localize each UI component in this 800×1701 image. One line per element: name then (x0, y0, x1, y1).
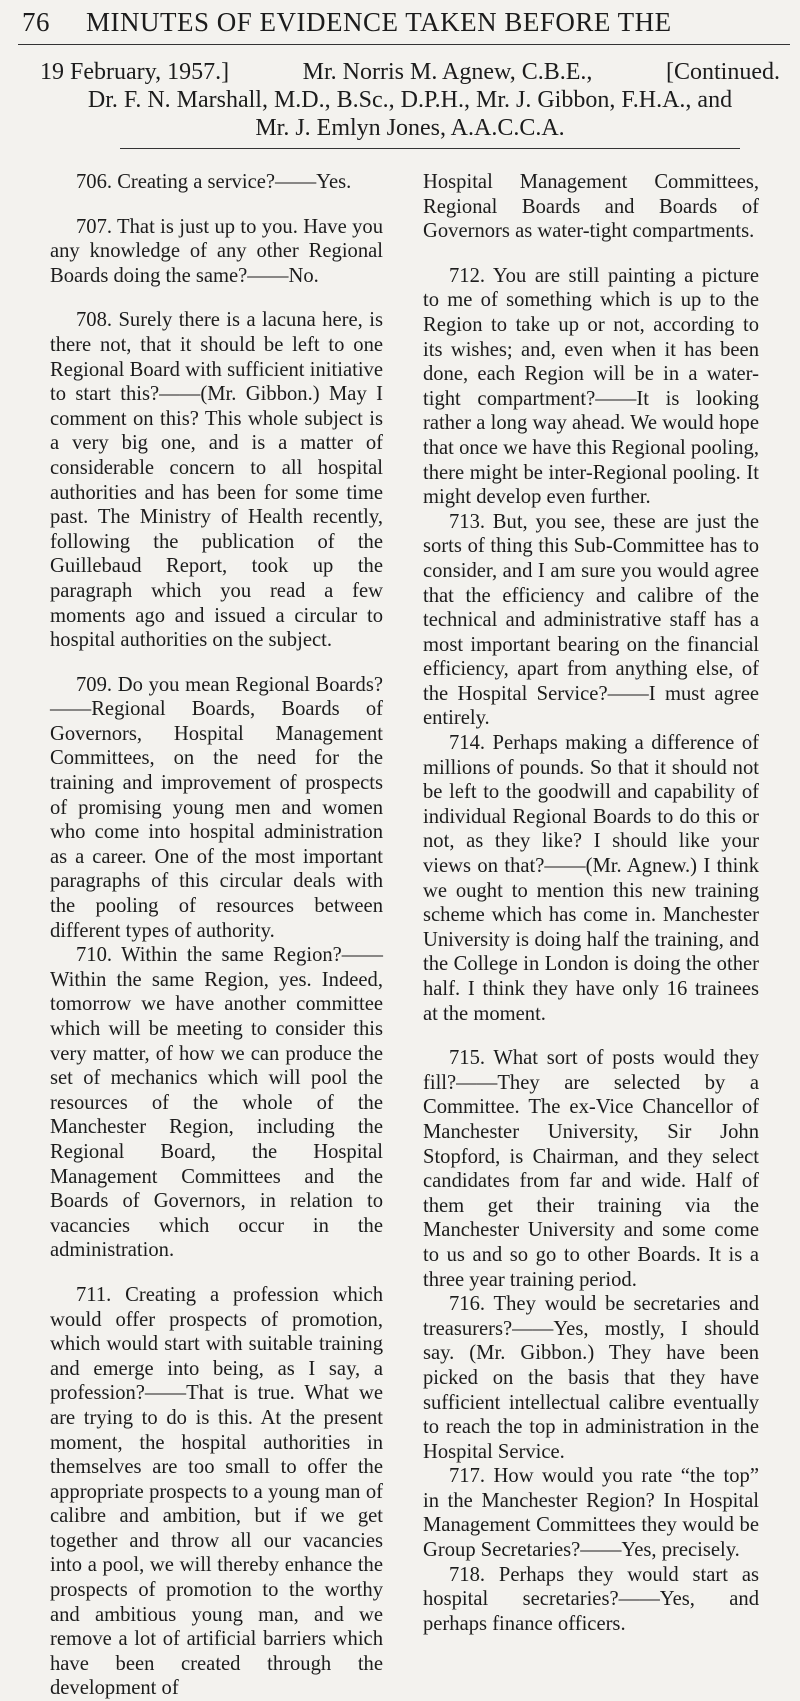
paragraph-712: 712. You are still painting a picture to me of something which is up to the Region to take up or not, according to its wishes; and, even when it has been done, each Region will be in a water-tight compartment?——It is looking rather a long way ahead. We would hope that once we have this Regional pooling, there might be inter-Regional pooling. It might develop even further. (423, 264, 759, 509)
paragraph-713: 713. But, you see, these are just the sorts of thing this Sub-Committee has to consider, and I am sure you would agree that the efficiency and calibre of the technical and administrative staff has a most important bearing on the financial efficiency, apart from anything else, of the Hospital Service?——I must agree entirely. (423, 510, 759, 730)
witness-agnew: Mr. Norris M. Agnew, C.B.E., (302, 59, 593, 85)
page-number: 76 (22, 7, 50, 37)
header-line-1 (40, 58, 780, 86)
running-title: MINUTES OF EVIDENCE TAKEN BEFORE THE (86, 7, 672, 37)
paragraph-717: 717. How would you rate “the top” in the Manchester Region? In Hospital Management Committees they would be Group Secretaries?——Yes, precisely. (423, 1465, 759, 1562)
session-date: 19 February, 1957.] (40, 59, 230, 85)
paragraph-714: 714. Perhaps making a difference of millions of pounds. So that it should not be left to the goodwill and capability of individual Regional Boards to do this or not, as they like? I should like your views on that?——(Mr. Agnew.) I think we ought to mention this new training scheme which has come in. Manchester University is doing half the training, and the College in London is doing the other half. I think they have only 16 trainees at the moment. (423, 732, 759, 1025)
paragraph-718: 718. Perhaps they would start as hospital secretaries?——Yes, and perhaps finance officers. (423, 1563, 759, 1635)
paragraph-709: 709. Do you mean Regional Boards?——Regional Boards, Boards of Governors, Hospital Management Committees, on the need for the training and improvement of prospects of promising young men and women who come into hospital administration as a career. One of the most important paragraphs of this circular deals with the pooling of resources between different types of authority. (50, 673, 383, 942)
running-head (22, 6, 782, 38)
paragraph-708: 708. Surely there is a lacuna here, is there not, that it should be left to one Regional Board with sufficient initiative to start this?——(Mr. Gibbon.) May I comment on this? This whole subject is a very big one, and is a matter of considerable concern to all hospital authorities and has been for some time past. The Ministry of Health recently, following the publication of the Guillebaud Report, took up the paragraph which you read a few moments ago and issued a circular to hospital authorities on the subject. (50, 309, 383, 652)
header-line-3: Mr. J. Emlyn Jones, A.A.C.C.A. (255, 115, 565, 141)
continued-label: [Continued. (665, 59, 780, 85)
paragraph-706: 706. Creating a service?——Yes. (76, 171, 352, 193)
header-line-2: Dr. F. N. Marshall, M.D., B.Sc., D.P.H., Mr. J. Gibbon, F.H.A., and (87, 87, 733, 113)
paragraph-715: 715. What sort of posts would they fill?——They are selected by a Committee. The ex-Vice Chancellor of Manchester University, Sir John Stopford, is Chairman, and they select candidates from far and wide. Half of them get their training via the Manchester University and some come to us and so go to other Boards. It is a three year training period. (423, 1047, 759, 1291)
paragraph-711-continued: Hospital Management Committees, Regional Boards and Boards of Governors as water-tight compartments. (423, 171, 759, 243)
left-column (50, 170, 383, 1701)
paragraph-716: 716. They would be secretaries and treasurers?——Yes, mostly, I should say. (Mr. Gibbon.) They have been picked on the basis that they have sufficient intellectual calibre eventually to reach the top in administration in the Hospital Service. (423, 1293, 759, 1463)
right-column (423, 170, 759, 1636)
header-rule (18, 44, 790, 45)
paragraph-710: 710. Within the same Region?——Within the same Region, yes. Indeed, tomorrow we have another committee which will be meeting to consider this very matter, of how we can produce the set of mechanics which will pool the resources of the whole of the Manchester Region, including the Regional Board, the Hospital Management Committees and the Boards of Governors, in relation to vacancies which occur in the administration. (50, 944, 383, 1262)
paragraph-711: 711. Creating a profession which would offer prospects of promotion, which would start with suitable training and emerge into being, as I say, a profession?——That is true. What we are trying to do is this. At the present moment, the hospital authorities in themselves are too small to offer the appropriate prospects to a young man of calibre and ambition, but if we get together and throw all our vacancies into a pool, we will thereby enhance the prospects of promotion to the worthy and ambitious young man, and we remove a lot of artificial barriers which have been created through the development of (50, 1283, 383, 1700)
paragraph-707: 707. That is just up to you. Have you any knowledge of any other Regional Boards doing the same?——No. (50, 215, 383, 287)
witness-header (40, 58, 780, 142)
section-rule (120, 148, 740, 149)
